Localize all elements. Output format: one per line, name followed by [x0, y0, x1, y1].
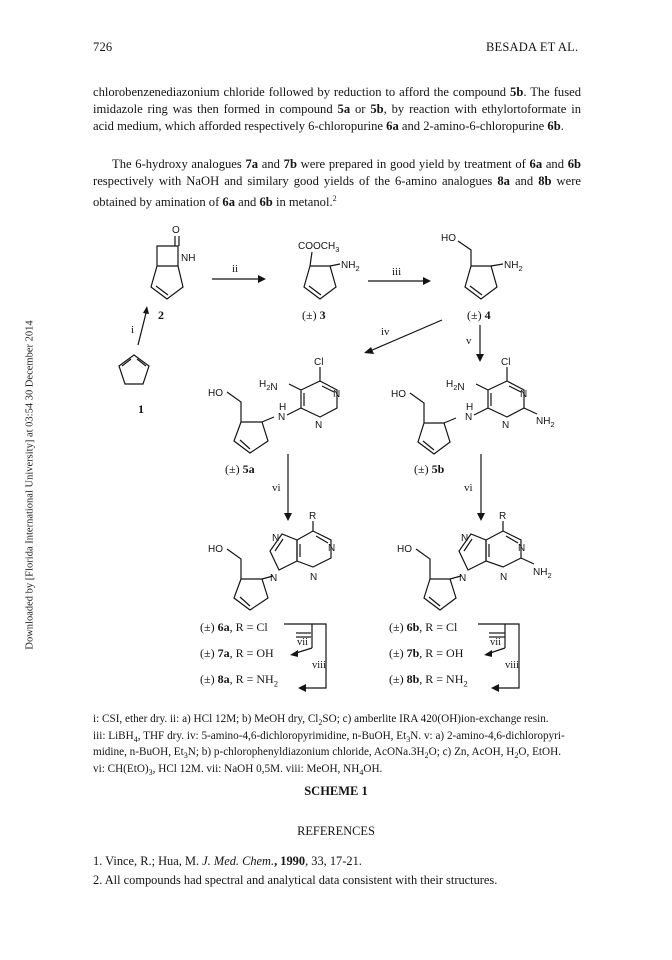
atom-nh2-purine-b: $NH_2$ — [533, 567, 552, 580]
page-number: 726 — [93, 40, 113, 54]
atom-ho-purine-a: HO — [208, 544, 223, 555]
reagent-line-4: vi: $CH(EtO)_3$, HCl 12M. vii: NaOH 0,5M. viii: MeOH, $NH_4OH$. — [93, 763, 383, 778]
atom-nh2-3: $NH_2$ — [341, 260, 360, 273]
reagent-line-3: midine, n-BuOH, $Et_3N$; b) p-chlorophenyldiazonium chloride, $AcONa.3H_2O$; c) Zn, AcOH, $H_2O$, EtOH. — [93, 746, 561, 761]
atom-n1-5a: N — [333, 389, 341, 400]
download-note: Downloaded by [Florida International University] at 03:54 30 December 2014 — [24, 320, 36, 650]
atom-n1-5b: N — [520, 389, 528, 400]
paragraph-1: chlorobenzenediazonium chloride followed by reduction to afford the compound 5b. The fused imidazole ring was then formed in compound 5a or 5b, by reaction with ethylortoformate in acid medium, which afforded respectively 6-chloropurine 6a and 2-amino-6-chloropurine 6b. — [93, 85, 581, 134]
atom-r-purine-a: R — [309, 511, 317, 522]
step-label-vi-a: vi — [272, 482, 281, 494]
label-compound-1: 1 — [138, 402, 144, 416]
atom-n-5b: N — [465, 412, 473, 423]
series-a-8a: (±) 8a, $R = NH_2$ — [200, 672, 278, 689]
step-label-viii-b: viii — [505, 660, 520, 671]
atom-cooch3: $COOCH_3$ — [298, 241, 340, 254]
atom-ho-4: HO — [441, 233, 456, 244]
step-label-iv: iv — [381, 326, 390, 338]
arrow-i — [138, 309, 147, 345]
atom-h-5a: H — [279, 402, 287, 413]
reagent-conditions — [93, 713, 593, 780]
step-label-v: v — [466, 335, 472, 347]
atom-o: O — [172, 225, 180, 236]
scheme-title: SCHEME 1 — [304, 784, 368, 798]
atom-ho-5a: HO — [208, 388, 223, 399]
running-title: BESADA ET AL. — [486, 40, 579, 54]
atom-nh: NH — [181, 253, 196, 264]
atom-n1-purine-b: N — [518, 543, 526, 554]
conversion-brackets-b — [478, 624, 519, 692]
atom-n9-purine-a: N — [270, 573, 278, 584]
atom-n-5a: N — [278, 412, 286, 423]
atom-n3-purine-b: N — [500, 572, 508, 583]
conversion-brackets-a — [284, 624, 326, 692]
paragraph-2: The 6-hydroxy analogues 7a and 7b were prepared in good yield by treatment of 6a and 6b respectively with NaOH and similary good yields of the 6-amino analogues 8a and 8b were obtained by amination of 6a and 6b in metanol.$^2$ — [93, 157, 582, 210]
atom-ho-5b: HO — [391, 389, 406, 400]
step-label-i: i — [131, 324, 135, 336]
compound-2-structure — [151, 236, 183, 299]
step-label-ii: ii — [232, 263, 239, 275]
series-b-8b: (±) 8b, $R = NH_2$ — [389, 672, 468, 689]
atom-r-purine-b: R — [499, 511, 507, 522]
series-a-list — [200, 620, 278, 700]
reagent-line-1: i: CSI, ether dry. ii: a) HCl 12M; b) MeOH dry, $Cl_2SO$; c) amberlite IRA 420(OH)ion-exchange resin. — [93, 713, 549, 728]
label-compound-4: (±) 4 — [467, 308, 491, 322]
step-label-vii-b: vii — [490, 637, 502, 648]
cyclopentadiene-ring — [119, 355, 149, 384]
atom-cl-5b: Cl — [501, 357, 511, 368]
atom-ho-purine-b: HO — [397, 544, 412, 555]
atom-n3-5a: N — [315, 420, 323, 431]
atom-nh2-5b: $NH_2$ — [536, 416, 555, 429]
compound-5b-structure — [410, 367, 537, 454]
atom-cl-5a: Cl — [314, 357, 324, 368]
step-label-viii-a: viii — [312, 660, 327, 671]
scheme-bonds — [119, 236, 537, 692]
reagent-line-2: iii: LiBH$_4$, THF dry. iv: 5-amino-4,6-dichloropyrimidine, n-BuOH, $Et_3N$. v: a) 2-amino-4,6-dichloropyri- — [93, 729, 565, 744]
atom-n1-purine-a: N — [328, 543, 336, 554]
atom-nh2-4: $NH_2$ — [504, 260, 523, 273]
series-a-6a: (±) 6a, R = Cl — [200, 620, 268, 634]
references-list — [93, 852, 593, 890]
atom-n9-purine-b: N — [459, 573, 467, 584]
label-compound-3: (±) 3 — [302, 308, 326, 322]
reference-1: 1. Vince, R.; Hua, M. J. Med. Chem., 1990, 33, 17-21. — [93, 854, 362, 868]
atom-n7-purine-a: N — [272, 533, 280, 544]
atom-h-5b: H — [466, 402, 474, 413]
atom-n7-purine-b: N — [461, 533, 469, 544]
reference-2: 2. All compounds had spectral and analytical data consistent with their structures. — [93, 873, 498, 887]
atom-n3-purine-a: N — [310, 572, 318, 583]
atom-n3-5b: N — [502, 420, 510, 431]
series-b-6b: (±) 6b, R = Cl — [389, 620, 458, 634]
compound-3-structure — [304, 252, 340, 299]
atom-h2n-5a: $H_2N$ — [259, 379, 278, 393]
step-label-vii-a: vii — [297, 637, 309, 648]
label-compound-5b: (±) 5b — [414, 462, 445, 476]
label-compound-5a: (±) 5a — [225, 462, 255, 476]
series-b-7b: (±) 7b, R = OH — [389, 646, 464, 660]
step-label-iii: iii — [392, 266, 402, 278]
atom-h2n-5b: $H_2N$ — [446, 379, 465, 393]
series-a-7a: (±) 7a, R = OH — [200, 646, 274, 660]
series-b-list — [389, 620, 468, 700]
compound-4-structure — [458, 241, 503, 299]
step-label-vi-b: vi — [464, 482, 473, 494]
purine-b-structure — [416, 521, 534, 610]
references-title: REFERENCES — [297, 824, 375, 838]
label-compound-2: 2 — [158, 308, 164, 322]
